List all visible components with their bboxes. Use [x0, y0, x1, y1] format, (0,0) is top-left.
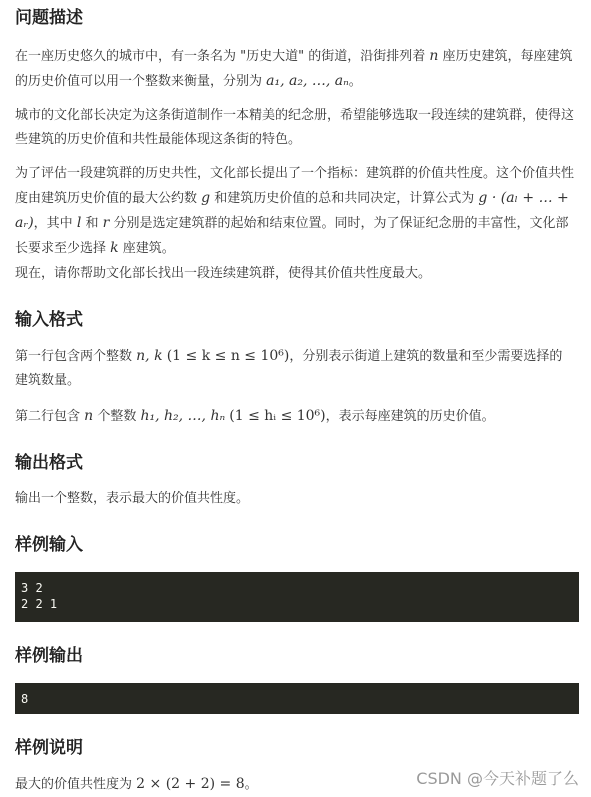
constraint-h: (1 ≤ hᵢ ≤ 10⁶) [229, 408, 326, 424]
sample-input-block [15, 572, 579, 622]
problem-paragraph-3 [15, 162, 575, 261]
in2-text3: ，表示每座建筑的历史价值。 [325, 409, 495, 424]
in2-text2: 个整数 [97, 409, 137, 424]
section-title-sample-input: 样例输入 [15, 535, 83, 555]
in2-text1: 第二行包含 [15, 409, 81, 424]
p1-text1: 在一座历史悠久的城市中，有一条名为 "历史大道" 的街道，沿街排列着 [15, 49, 426, 64]
p3-text2: 和建筑历史价值的总和共同决定，计算公式为 [214, 191, 475, 206]
var-l: l [76, 215, 82, 231]
section-title-problem: 问题描述 [15, 8, 83, 28]
p1-end: 。 [348, 74, 362, 89]
problem-paragraph-2: 城市的文化部长决定为这条街道制作一本精美的纪念册，希望能够选取一段连续的建筑群，使得这些建筑的历史价值和共性最能体现这条街的特色。 [15, 108, 575, 147]
p1-text2: 座历史建筑，每座建筑的历史价值可以用一个整数来衡量，分别为 [15, 49, 573, 89]
section-title-input: 输入格式 [15, 310, 83, 330]
explain-text1: 最大的价值共性度为 [15, 777, 133, 792]
output-text: 输出一个整数，表示最大的价值共性度。 [15, 491, 250, 506]
in1-text2: ，分别表示街道上建筑的数量和至少需要选择的建筑数量。 [15, 349, 563, 388]
var-g: g [201, 190, 211, 206]
var-r: r [102, 215, 110, 231]
constraint-nk: (1 ≤ k ≤ n ≤ 10⁶) [166, 348, 290, 364]
p3-text4: 和 [85, 216, 99, 231]
var-n-2: n [84, 408, 94, 424]
p3-text1: 为了评估一段建筑群的历史共性，文化部长提出了一个指标：建筑群的价值共性度。这个价值共性度由建筑历史价值的最大公约数 [15, 166, 575, 206]
section-title-output: 输出格式 [15, 453, 83, 473]
sample-input-line: 3 2 [21, 581, 43, 595]
input-line-1 [15, 344, 575, 393]
var-n: n [429, 48, 439, 64]
in1-text1: 第一行包含两个整数 [15, 349, 133, 364]
section-title-sample-output: 样例输出 [15, 646, 83, 666]
explain-formula: 2 × (2 + 2) = 8 [136, 776, 245, 792]
p3-text6: 座建筑。 [122, 241, 175, 256]
p3-text5: 分别是选定建筑群的起始和结束位置。同时，为了保证纪念册的丰富性，文化部长要求至少选择 [15, 216, 569, 256]
section-title-sample-explanation: 样例说明 [15, 738, 83, 758]
csdn-watermark: CSDN @今天补题了么 [416, 769, 579, 788]
sample-output-block [15, 683, 579, 714]
problem-paragraph-1 [15, 44, 575, 94]
formula-g-sum: g · (aₗ + … + aᵣ) [15, 190, 569, 231]
problem-paragraph-4: 现在，请你帮助文化部长找出一段连续建筑群，使得其价值共性度最大。 [15, 266, 432, 281]
explain-end: 。 [244, 777, 258, 792]
seq-a: a₁, a₂, …, aₙ [266, 73, 349, 89]
p3-text3: ，其中 [33, 216, 73, 231]
var-k: k [110, 240, 119, 256]
sample-output-line: 8 [21, 692, 29, 706]
vars-h: h₁, h₂, …, hₙ [140, 408, 226, 424]
sample-input-line: 2 2 1 [21, 597, 58, 611]
input-line-2 [15, 404, 575, 429]
vars-nk: n, k [136, 348, 163, 364]
sample-explanation-text [15, 772, 395, 797]
